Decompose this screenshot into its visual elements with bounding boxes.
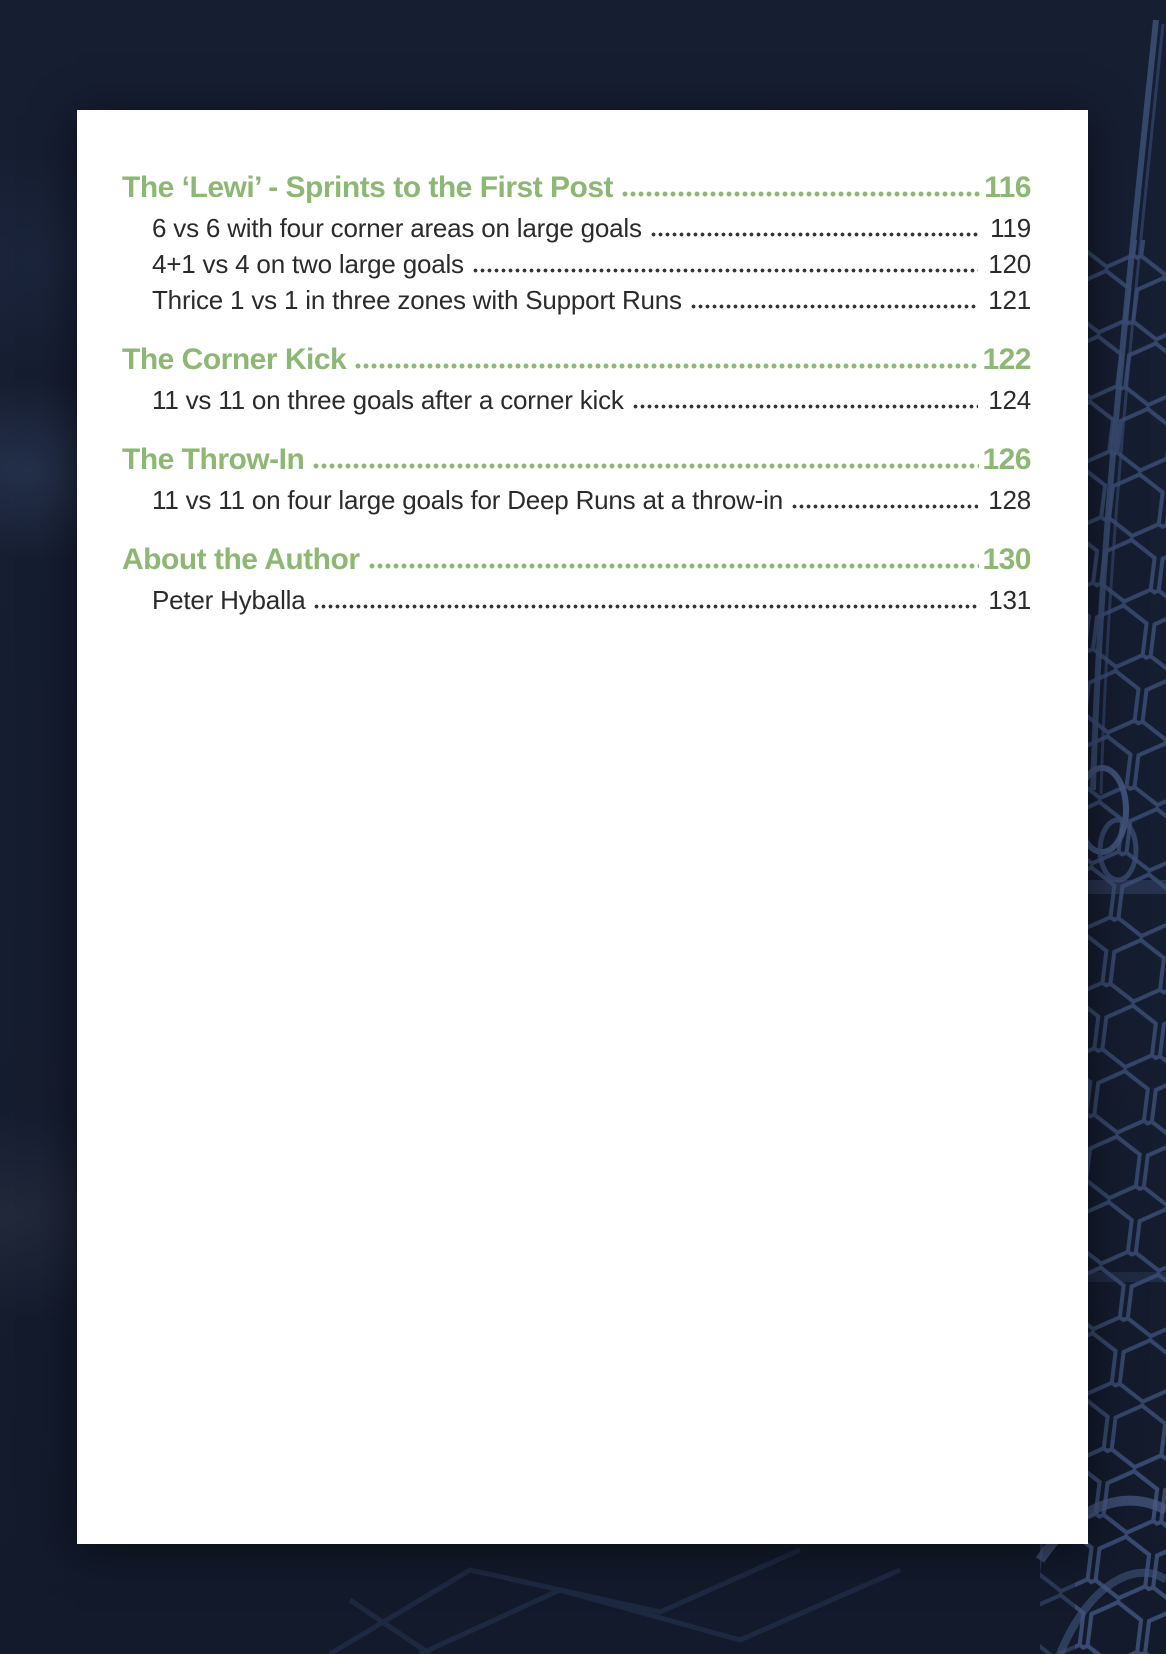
toc-heading-row <box>122 538 1031 582</box>
toc-section <box>122 438 1031 518</box>
toc-entry-page-number: 121 <box>988 285 1031 315</box>
toc-heading-page-number: 116 <box>984 171 1031 204</box>
toc-entry-title: 4+1 vs 4 on two large goals <box>152 249 464 279</box>
toc-heading-page-number: 130 <box>982 543 1031 576</box>
toc-entry-row <box>122 282 1031 318</box>
toc-section <box>122 166 1031 318</box>
dot-leader <box>690 304 978 309</box>
dot-leader <box>621 191 981 197</box>
toc-section <box>122 338 1031 418</box>
toc-entry-row <box>122 382 1031 418</box>
toc-entry-row <box>122 246 1031 282</box>
toc-entry-title: 11 vs 11 on three goals after a corner kick <box>152 385 624 415</box>
toc-entry-row <box>122 582 1031 618</box>
dot-leader <box>791 504 978 509</box>
toc-entry-page-number: 124 <box>988 385 1031 415</box>
toc-heading-row <box>122 166 1031 210</box>
dot-leader <box>312 463 979 469</box>
dot-leader <box>313 604 978 609</box>
toc-entry-page-number: 120 <box>988 249 1031 279</box>
toc-heading-page-number: 122 <box>982 343 1031 376</box>
dot-leader <box>354 363 979 369</box>
toc-page <box>77 110 1088 1544</box>
toc-heading-title: About the Author <box>122 543 360 576</box>
dot-leader <box>632 404 979 409</box>
toc-heading-title: The Corner Kick <box>122 343 347 376</box>
toc-entry-title: Peter Hyballa <box>152 585 306 615</box>
toc-entry-row <box>122 210 1031 246</box>
toc-heading-title: The ‘Lewi’ - Sprints to the First Post <box>122 171 614 204</box>
toc-heading-row <box>122 438 1031 482</box>
toc-entry-row <box>122 482 1031 518</box>
toc-heading-title: The Throw-In <box>122 443 305 476</box>
dot-leader <box>472 268 978 273</box>
toc-section <box>122 538 1031 618</box>
toc-entry-title: 11 vs 11 on four large goals for Deep Runs at a throw-in <box>152 485 783 515</box>
dot-leader <box>368 563 980 569</box>
toc-entry-page-number: 128 <box>988 485 1031 515</box>
toc-entry-page-number: 119 <box>990 213 1031 243</box>
toc-heading-row <box>122 338 1031 382</box>
toc-entry-title: 6 vs 6 with four corner areas on large goals <box>152 213 642 243</box>
toc-heading-page-number: 126 <box>982 443 1031 476</box>
toc-entry-page-number: 131 <box>988 585 1031 615</box>
dot-leader <box>650 232 980 237</box>
toc-entry-title: Thrice 1 vs 1 in three zones with Support Runs <box>152 285 682 315</box>
